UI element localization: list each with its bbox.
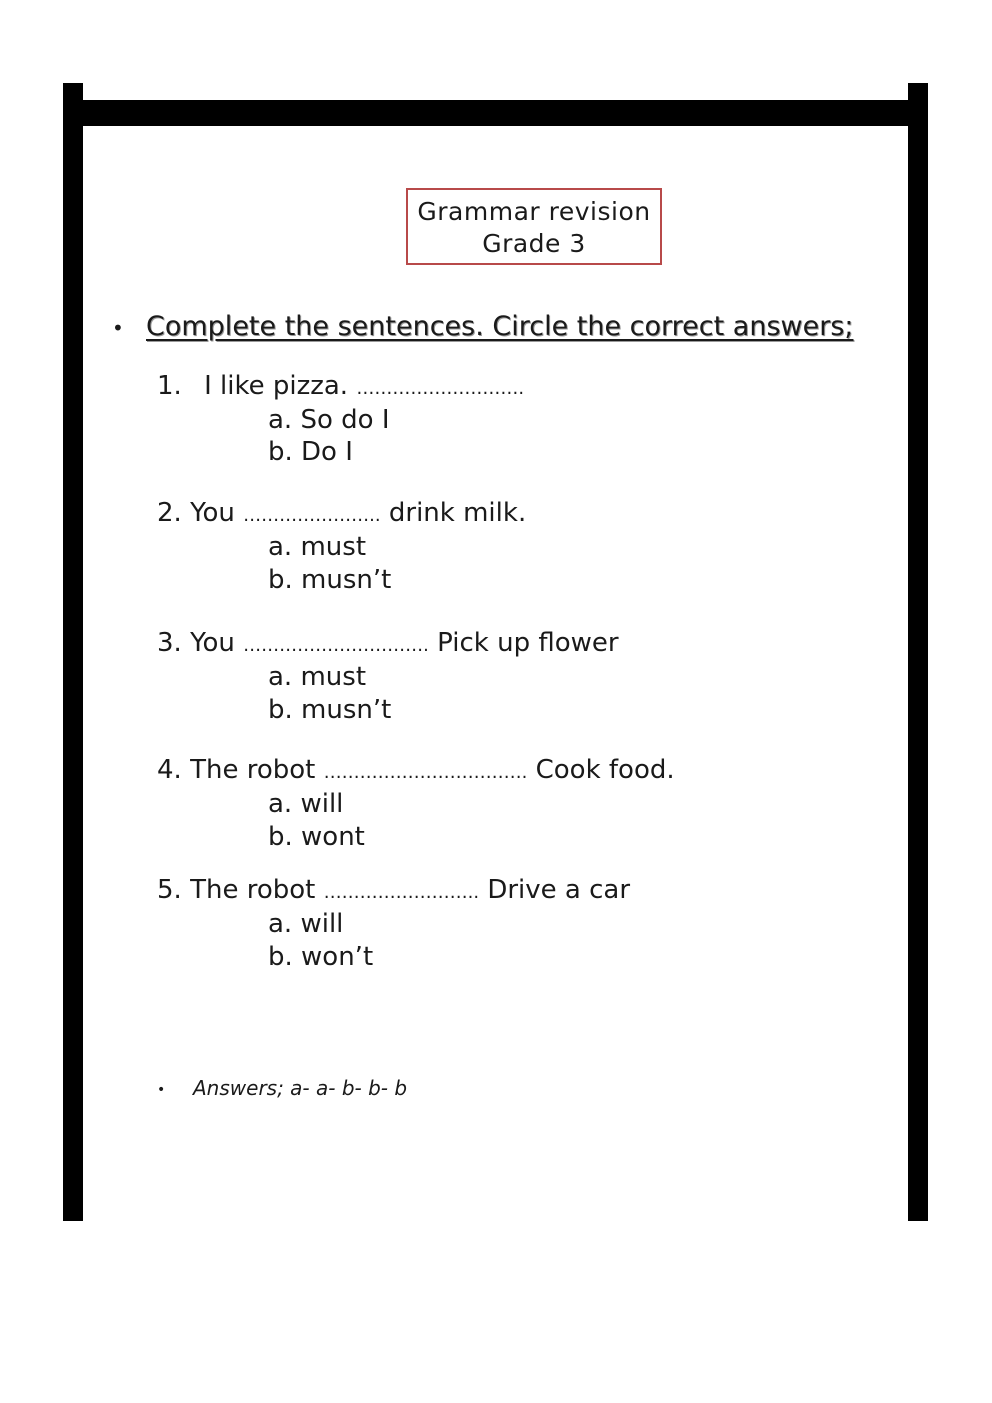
question-1 — [157, 370, 524, 405]
question-text-before: The robot — [190, 755, 316, 785]
answer-key — [157, 1076, 407, 1100]
border-top-bar — [63, 100, 928, 126]
option-b: b. won’t — [268, 942, 374, 972]
answer-blank: ………………………. — [356, 378, 525, 399]
question-text-after: Pick up flower — [437, 628, 619, 658]
option-b: b. Do I — [268, 437, 353, 467]
question-text-after: Cook food. — [535, 755, 675, 785]
option-b: b. wont — [268, 822, 365, 852]
bullet-icon: • — [112, 315, 124, 340]
question-number: 3. — [157, 628, 182, 658]
option-a: a. must — [268, 532, 367, 562]
answer-blank: …………………………. — [243, 635, 429, 656]
question-number: 5. — [157, 875, 182, 905]
answer-blank: ……………………………. — [323, 762, 528, 783]
question-3 — [157, 627, 619, 662]
answer-blank: ………………….. — [243, 505, 381, 526]
question-2 — [157, 497, 526, 532]
worksheet-title: Grammar revision — [417, 197, 651, 226]
border-right-bar — [908, 83, 928, 1221]
question-text-after: Drive a car — [487, 875, 631, 905]
instruction — [112, 311, 853, 342]
option-a: a. So do I — [268, 405, 390, 435]
question-5 — [157, 874, 630, 909]
question-text-before: The robot — [190, 875, 316, 905]
question-4 — [157, 754, 675, 789]
question-text-before: You — [190, 628, 235, 658]
bullet-icon: • — [157, 1081, 166, 1098]
question-number: 2. — [157, 498, 182, 528]
option-b: b. musn’t — [268, 565, 392, 595]
question-number: 1. — [157, 371, 182, 401]
answer-blank: …………………….. — [323, 882, 480, 903]
question-number: 4. — [157, 755, 182, 785]
question-text-after: drink milk. — [388, 498, 527, 528]
option-a: a. will — [268, 909, 344, 939]
option-a: a. must — [268, 662, 367, 692]
option-a: a. will — [268, 789, 344, 819]
answer-key-text: Answers; a- a- b- b- b — [193, 1076, 408, 1100]
question-text-before: You — [190, 498, 235, 528]
title-box — [406, 188, 662, 265]
question-text-before: I like pizza. — [204, 371, 349, 401]
instruction-text: Complete the sentences. Circle the correct answers; — [146, 311, 854, 342]
border-left-bar — [63, 83, 83, 1221]
option-b: b. musn’t — [268, 695, 392, 725]
grade-label: Grade 3 — [482, 229, 586, 258]
